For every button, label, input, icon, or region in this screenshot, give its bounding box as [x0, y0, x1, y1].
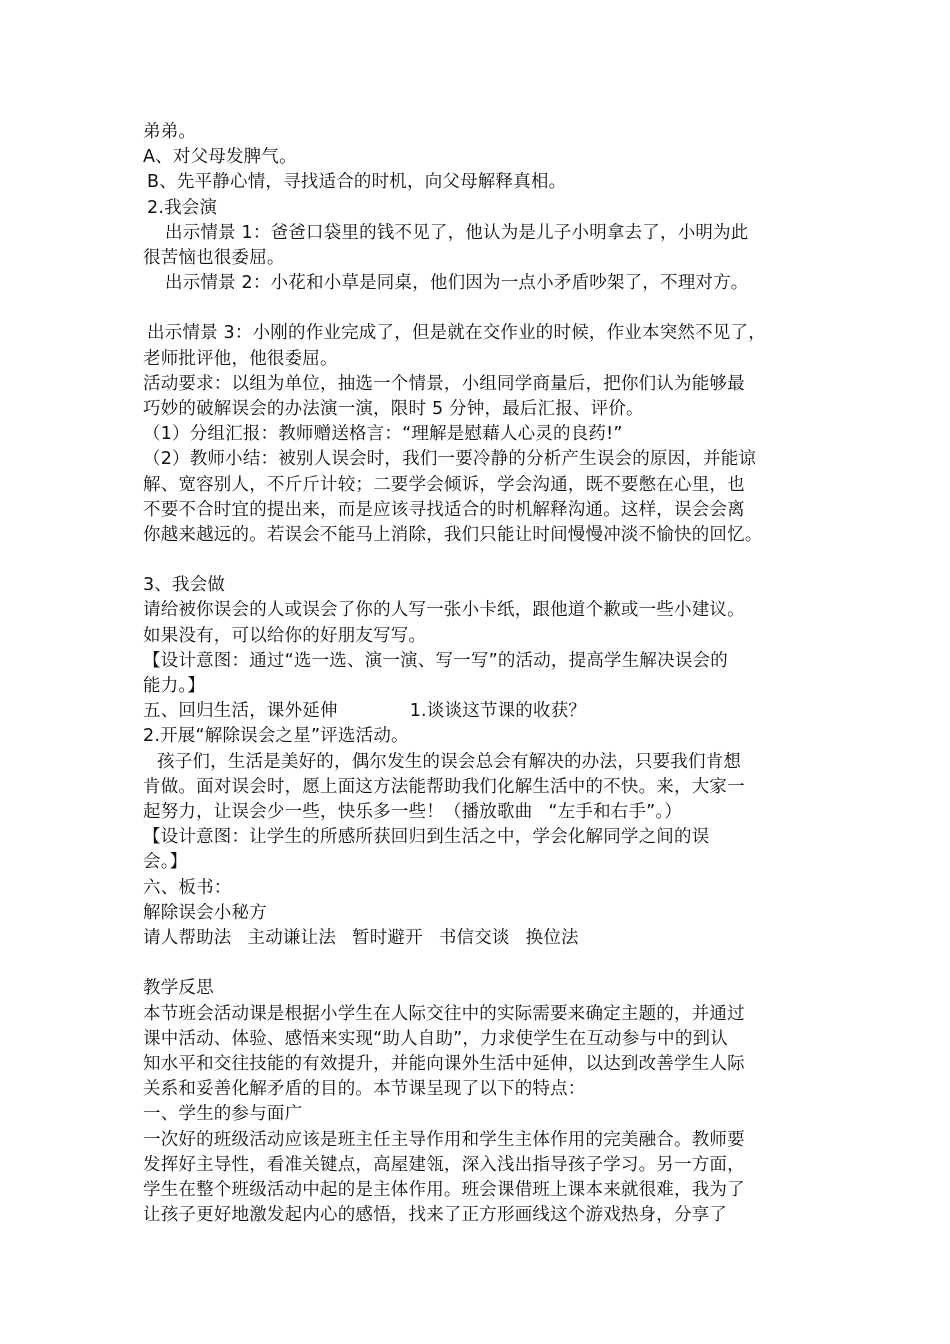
blank-line [143, 296, 823, 321]
song-title: “左手和右手”。） [548, 802, 683, 823]
method-item: 书信交谈 [438, 928, 510, 949]
text-line: 肯做。面对误会时，愿上面这方法能帮助我们化解生活中的不快。来，大家一 [143, 776, 745, 797]
method-item: 暂时避开 [352, 928, 423, 949]
section-heading: 五、回归生活，课外延伸 [143, 701, 338, 722]
text-line: 课中活动、体验、感悟来实现“助人自助”，力求使学生在互动参与中的到认 [143, 1028, 728, 1049]
text-line: 一次好的班级活动应该是班主任主导作用和学生主体作用的完美融合。教师要 [143, 1129, 745, 1150]
scenario-1: 出示情景 1：爸爸口袋里的钱不见了，他认为是儿子小明拿去了，小明为此 [165, 222, 749, 243]
text-line: 孩子们，生活是美好的，偶尔发生的误会总会有解决的办法，只要我们肯想 [157, 751, 742, 772]
text-line: 不要不合时宜的提出来，而是应该寻找适合的时机解释沟通。这样，误会会离 [143, 499, 745, 520]
text-line: 起努力，让误会少一些，快乐多一些！（播放歌曲 [143, 802, 533, 823]
text-line: 学生在整个班级活动中起的是主体作用。班会课借班上课本来就很难，我为了 [143, 1179, 745, 1200]
design-intent: 【设计意图：让学生的所感所获回归到生活之中，学会化解同学之间的误 [143, 827, 710, 848]
method-item: 换位法 [525, 928, 579, 949]
text-line: 能力。】 [143, 676, 206, 697]
section-heading: 2.我会演 [147, 197, 218, 218]
text-line: 请给被你误会的人或误会了你的人写一张小卡纸，跟他道个歉或一些小建议。 [143, 600, 745, 621]
text-line: 知水平和交往技能的有效提升，并能向课外生活中延伸，以达到改善学生人际 [143, 1053, 745, 1074]
option-a: A、对父母发脾气。 [143, 147, 297, 168]
text-line: 如果没有，可以给你的好朋友写写。 [143, 625, 427, 646]
option-b: B、先平静心情，寻找适合的时机，向父母解释真相。 [147, 172, 567, 193]
text-line: 弟弟。 [143, 122, 197, 142]
text-line: 很苦恼也很委屈。 [143, 248, 285, 269]
section-heading: 六、板书： [143, 877, 232, 898]
text-line: 本节班会活动课是根据小学生在人际交往中的实际需要来确定主题的，并通过 [143, 1003, 745, 1024]
board-methods [143, 926, 823, 951]
scenario-3: 出示情景 3：小刚的作业完成了，但是就在交作业的时候，作业本突然不见了， [147, 323, 766, 344]
document-body [143, 120, 823, 1228]
text-line: 解、宽容别人，不斤斤计较；二要学会倾诉，学会沟通，既不要憋在心里，也 [143, 474, 745, 495]
scenario-2: 出示情景 2：小花和小草是同桌，他们因为一点小矛盾吵架了，不理对方。 [165, 273, 749, 294]
section-heading-row [143, 699, 823, 724]
text-line: 巧妙的破解误会的办法演一演，限时 5 分钟，最后汇报、评价。 [143, 399, 644, 420]
text-line: 老师批评他，他很委屈。 [143, 348, 338, 369]
text-line-row [143, 800, 823, 825]
section-heading: 教学反思 [143, 978, 214, 999]
design-intent: 【设计意图：通过“选一选、演一演、写一写”的活动，提高学生解决误会的 [143, 650, 728, 671]
blank-line [143, 951, 823, 976]
text-line: 活动要求：以组为单位，抽选一个情景，小组同学商量后，把你们认为能够最 [143, 373, 745, 394]
blank-line [143, 548, 823, 573]
method-item: 主动谦让法 [247, 928, 336, 949]
text-line: 会。】 [143, 852, 188, 873]
method-item: 请人帮助法 [143, 928, 232, 949]
board-title: 解除误会小秘方 [143, 902, 267, 923]
text-line: 1.谈谈这节课的收获？ [409, 701, 587, 722]
text-line: 让孩子更好地激发起内心的感悟，找来了正方形画线这个游戏热身，分享了 [143, 1205, 728, 1226]
text-line: （2）教师小结：被别人误会时，我们一要冷静的分析产生误会的原因，并能谅 [143, 449, 757, 470]
section-heading: 3、我会做 [143, 575, 226, 596]
text-line: 2.开展“解除误会之星”评选活动。 [143, 726, 409, 747]
text-line: 关系和妥善化解矛盾的目的。本节课呈现了以下的特点： [143, 1079, 586, 1100]
text-line: 发挥好主导性，看准关键点，高屋建瓴，深入浅出指导孩子学习。另一方面， [143, 1154, 745, 1175]
text-line: 你越来越远的。若误会不能马上消除，我们只能让时间慢慢冲淡不愉快的回忆。 [143, 525, 763, 546]
text-line: （1）分组汇报：教师赠送格言：“理解是慰藉人心灵的良药!” [143, 424, 623, 445]
section-heading: 一、学生的参与面广 [143, 1104, 303, 1125]
